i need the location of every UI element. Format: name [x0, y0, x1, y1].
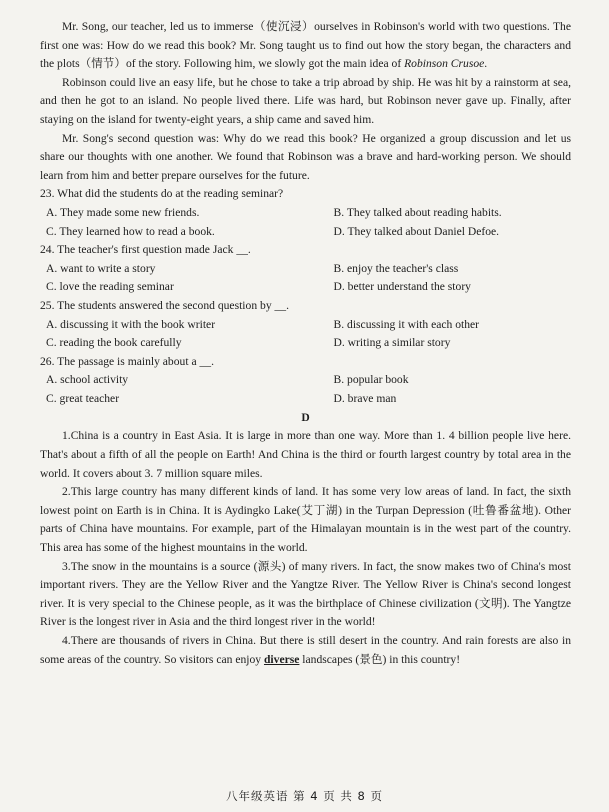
book-title: Robinson Crusoe — [404, 57, 485, 71]
question-options — [40, 371, 571, 408]
question-options — [40, 204, 571, 241]
question-stem: 24. The teacher's first question made Jack __. — [40, 243, 251, 257]
page-footer: 八年级英语 第 4 页 共 8 页 — [225, 789, 384, 804]
question-options — [40, 260, 571, 297]
option-c[interactable]: C. They learned how to read a book. — [46, 224, 215, 238]
paragraph-text: landscapes (景色) in this country! — [299, 652, 461, 666]
passage-d-paragraph-4 — [40, 632, 571, 669]
option-a[interactable]: A. discussing it with the book writer — [46, 317, 216, 331]
question-stem: 23. What did the students do at the reading seminar? — [40, 187, 284, 201]
question-23 — [40, 185, 571, 241]
passage-c-paragraph-2: Robinson could live an easy life, but he chose to take a trip abroad by ship. He was hit by a rainstorm at sea, and then he got to an island. No people lived there. Life was hard, but Robinson never gave up. Finally, after staying on the island for twenty-eight years, a ship came and saved him. — [40, 75, 571, 126]
option-c[interactable]: C. love the reading seminar — [46, 280, 174, 294]
question-options — [40, 316, 571, 353]
passage-c-paragraph-3: Mr. Song's second question was: Why do we read this book? He organized a group discussion and let us share our thoughts with one another. We found that Robinson was a brave and hard-working person. We should learn from him and better prepare ourselves for the future. — [40, 131, 571, 182]
option-a[interactable]: A. school activity — [46, 373, 129, 387]
option-b[interactable]: B. They talked about reading habits. — [333, 205, 502, 219]
option-d[interactable]: D. brave man — [333, 391, 397, 405]
paragraph-text: Mr. Song, our teacher, led us to immerse（使沉浸）ourselves in Robinson's world with two questions. The first one was: How do we read this book? Mr. Song taught us to find out how the story began, the characters and the plots（情节）of the story. Following him, we slowly got the main idea of — [40, 20, 571, 71]
option-d[interactable]: D. better understand the story — [333, 280, 471, 294]
passage-d-heading: D — [301, 411, 310, 425]
passage-c-paragraph-1 — [40, 18, 571, 74]
passage-d-paragraph-2: 2.This large country has many different kinds of land. It has some very low areas of land. In fact, the sixth lowest point on Earth is in China. It is Aydingko Lake(艾丁湖) in the Turpan Depression (吐鲁番盆地). Other parts of China have mountains. For example, part of the Himalayan mountain is in the west part of the country. This area has some of the highest mountains in the world. — [40, 485, 571, 555]
underlined-word: diverse — [263, 652, 300, 666]
option-d[interactable]: D. writing a similar story — [333, 336, 451, 350]
option-a[interactable]: A. They made some new friends. — [46, 205, 200, 219]
option-d[interactable]: D. They talked about Daniel Defoe. — [333, 224, 500, 238]
question-stem: 26. The passage is mainly about a __. — [40, 354, 214, 368]
option-a[interactable]: A. want to write a story — [46, 261, 156, 275]
option-b[interactable]: B. enjoy the teacher's class — [333, 261, 459, 275]
option-c[interactable]: C. reading the book carefully — [46, 336, 182, 350]
passage-d-paragraph-3: 3.The snow in the mountains is a source (源头) of many rivers. In fact, the snow makes two of China's most important rivers. They are the Yellow River and the Yangtze River. The Yellow River is China's second longest river. It is very special to the Chinese people, as it was the birthplace of Chinese civilization (文明). The Yangtze River is the longest river in Asia and the third longest river in the world! — [40, 559, 571, 629]
question-stem: 25. The students answered the second question by __. — [40, 298, 290, 312]
question-24 — [40, 241, 571, 297]
option-b[interactable]: B. popular book — [333, 373, 409, 387]
paragraph-text: 4.There are thousands of rivers in China. But there is still desert in the country. And rain forests are also in some areas of the country. So visitors can enjoy — [40, 634, 571, 666]
option-c[interactable]: C. great teacher — [46, 391, 120, 405]
option-b[interactable]: B. discussing it with each other — [333, 317, 480, 331]
paragraph-text: . — [484, 57, 488, 71]
question-26 — [40, 353, 571, 409]
passage-d-paragraph-1: 1.China is a country in East Asia. It is large in more than one way. More than 1. 4 billion people live here. That's about a fifth of all the people on Earth! And China is the third or fourth largest country by total area in the world. It covers about 3. 7 million square miles. — [40, 429, 571, 480]
question-25 — [40, 297, 571, 353]
